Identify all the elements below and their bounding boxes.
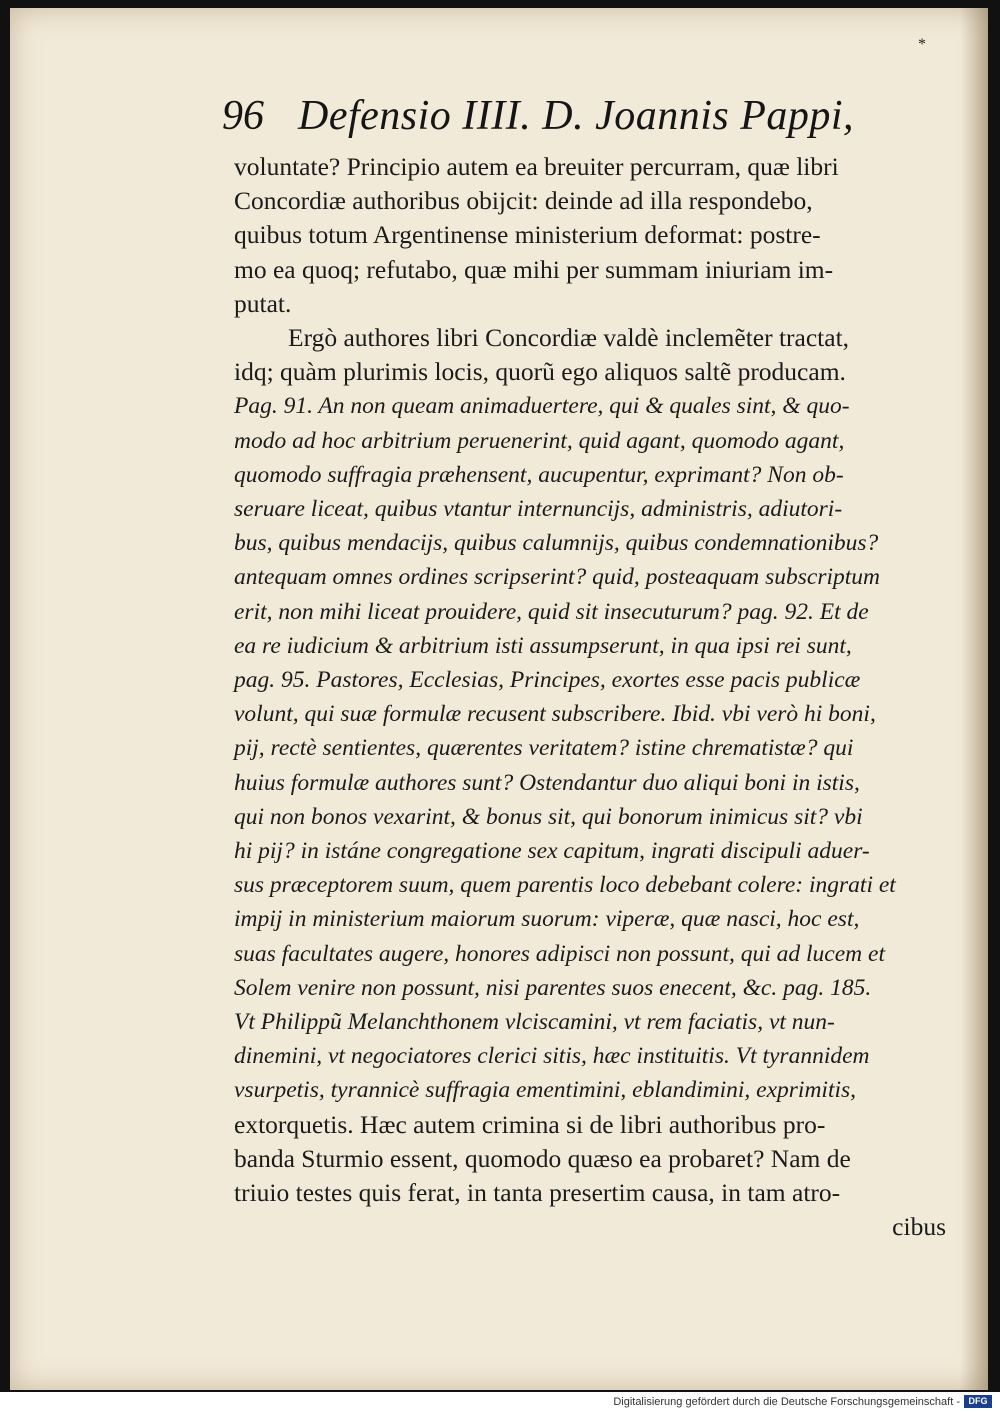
text-line-quote: Pag. 91. An non queam animaduertere, qui & quales sint, & quo- — [234, 393, 850, 420]
text-line-quote: pij, rectè sentientes, quærentes veritatem? istine chrematistæ? qui — [234, 735, 854, 762]
text-line: triuio testes quis ferat, in tanta presertim causa, in tam atro- — [234, 1178, 841, 1208]
digitization-footer — [0, 1392, 1000, 1412]
text-line: banda Sturmio essent, quomodo quæso ea probaret? Nam de — [234, 1143, 851, 1173]
text-line: voluntate? Principio autem ea breuiter percurram, quæ libri — [234, 152, 839, 181]
text-line: putat. — [234, 288, 292, 318]
text-line-quote: antequam omnes ordines scripserint? quid, posteaquam subscriptum — [234, 564, 881, 591]
text-line-quote: vsurpetis, tyrannicè suffragia ementimini, eblandimini, exprimitis, — [234, 1077, 857, 1104]
dfg-logo: DFG — [964, 1395, 992, 1408]
funding-credit: Digitalisierung gefördert durch die Deutsche Forschungsgemeinschaft - — [613, 1396, 960, 1408]
text-line: Ergò authores libri Concordiæ valdè inclemẽter tractat, — [288, 323, 850, 353]
text-line-quote: suas facultates augere, honores adipisci non possunt, qui ad lucem et — [234, 940, 885, 967]
text-line-quote: erit, non mihi liceat prouidere, quid sit insecuturum? pag. 92. Et de — [234, 598, 869, 625]
text-line-quote: bus, quibus mendacijs, quibus calumnijs, quibus condemnationibus? — [234, 530, 879, 557]
folio-mark: * — [918, 36, 926, 53]
text-line-quote: seruare liceat, quibus vtantur internuncijs, administris, adiutori- — [234, 496, 843, 523]
text-line-quote: ea re iudicium & arbitrium isti assumpserunt, in qua ipsi rei sunt, — [234, 632, 852, 659]
text-line-quote: modo ad hoc arbitrium peruenerint, quid agant, quomodo agant, — [234, 427, 845, 454]
text-line: idq; quàm plurimis locis, quorũ ego aliquos saltẽ producam. — [234, 357, 846, 387]
text-line: extorquetis. Hæc autem crimina si de libri authoribus pro- — [234, 1109, 826, 1139]
text-line-quote: impij in ministerium maiorum suorum: viperæ, quæ nasci, hoc est, — [234, 906, 860, 933]
text-line-quote: hi pij? in istáne congregatione sex capitum, ingrati discipuli aduer- — [234, 838, 870, 865]
page-header — [222, 92, 962, 152]
text-line: Concordiæ authoribus obijcit: deinde ad illa respondebo, — [234, 186, 813, 216]
page-number: 96 — [222, 93, 264, 139]
text-line-quote: Vt Philippũ Melanchthonem vlciscamini, vt rem faciatis, vt nun- — [234, 1009, 835, 1036]
text-line-quote: volunt, qui suæ formulæ recusent subscribere. Ibid. vbi verò hi boni, — [234, 701, 876, 728]
running-title: Defensio IIII. D. Joannis Pappi, — [298, 93, 855, 139]
text-line-quote: sus præceptorem suum, quem parentis loco debebant colere: ingrati et — [234, 872, 896, 899]
text-line-quote: pag. 95. Pastores, Ecclesias, Principes, exortes esse pacis publicæ — [234, 667, 861, 694]
body-text — [234, 150, 954, 1245]
catchword: cibus — [892, 1212, 946, 1242]
text-line-quote: Solem venire non possunt, nisi parentes suos enecent, &c. pag. 185. — [234, 974, 872, 1001]
page-edge-shadow — [960, 8, 988, 1390]
text-line: mo ea quoq; refutabo, quæ mihi per summam iniuriam im- — [234, 254, 834, 284]
text-line-quote: huius formulæ authores sunt? Ostendantur duo aliqui boni in istis, — [234, 769, 860, 796]
text-line: quibus totum Argentinense ministerium deformat: postre- — [234, 220, 821, 250]
text-line-quote: qui non bonos vexarint, & bonus sit, qui bonorum inimicus sit? vbi — [234, 803, 863, 830]
text-line-quote: dinemini, vt negociatores clerici sitis, hæc instituitis. Vt tyrannidem — [234, 1043, 870, 1070]
text-line-quote: quomodo suffragia præhensent, aucupentur, exprimant? Non ob- — [234, 461, 844, 488]
